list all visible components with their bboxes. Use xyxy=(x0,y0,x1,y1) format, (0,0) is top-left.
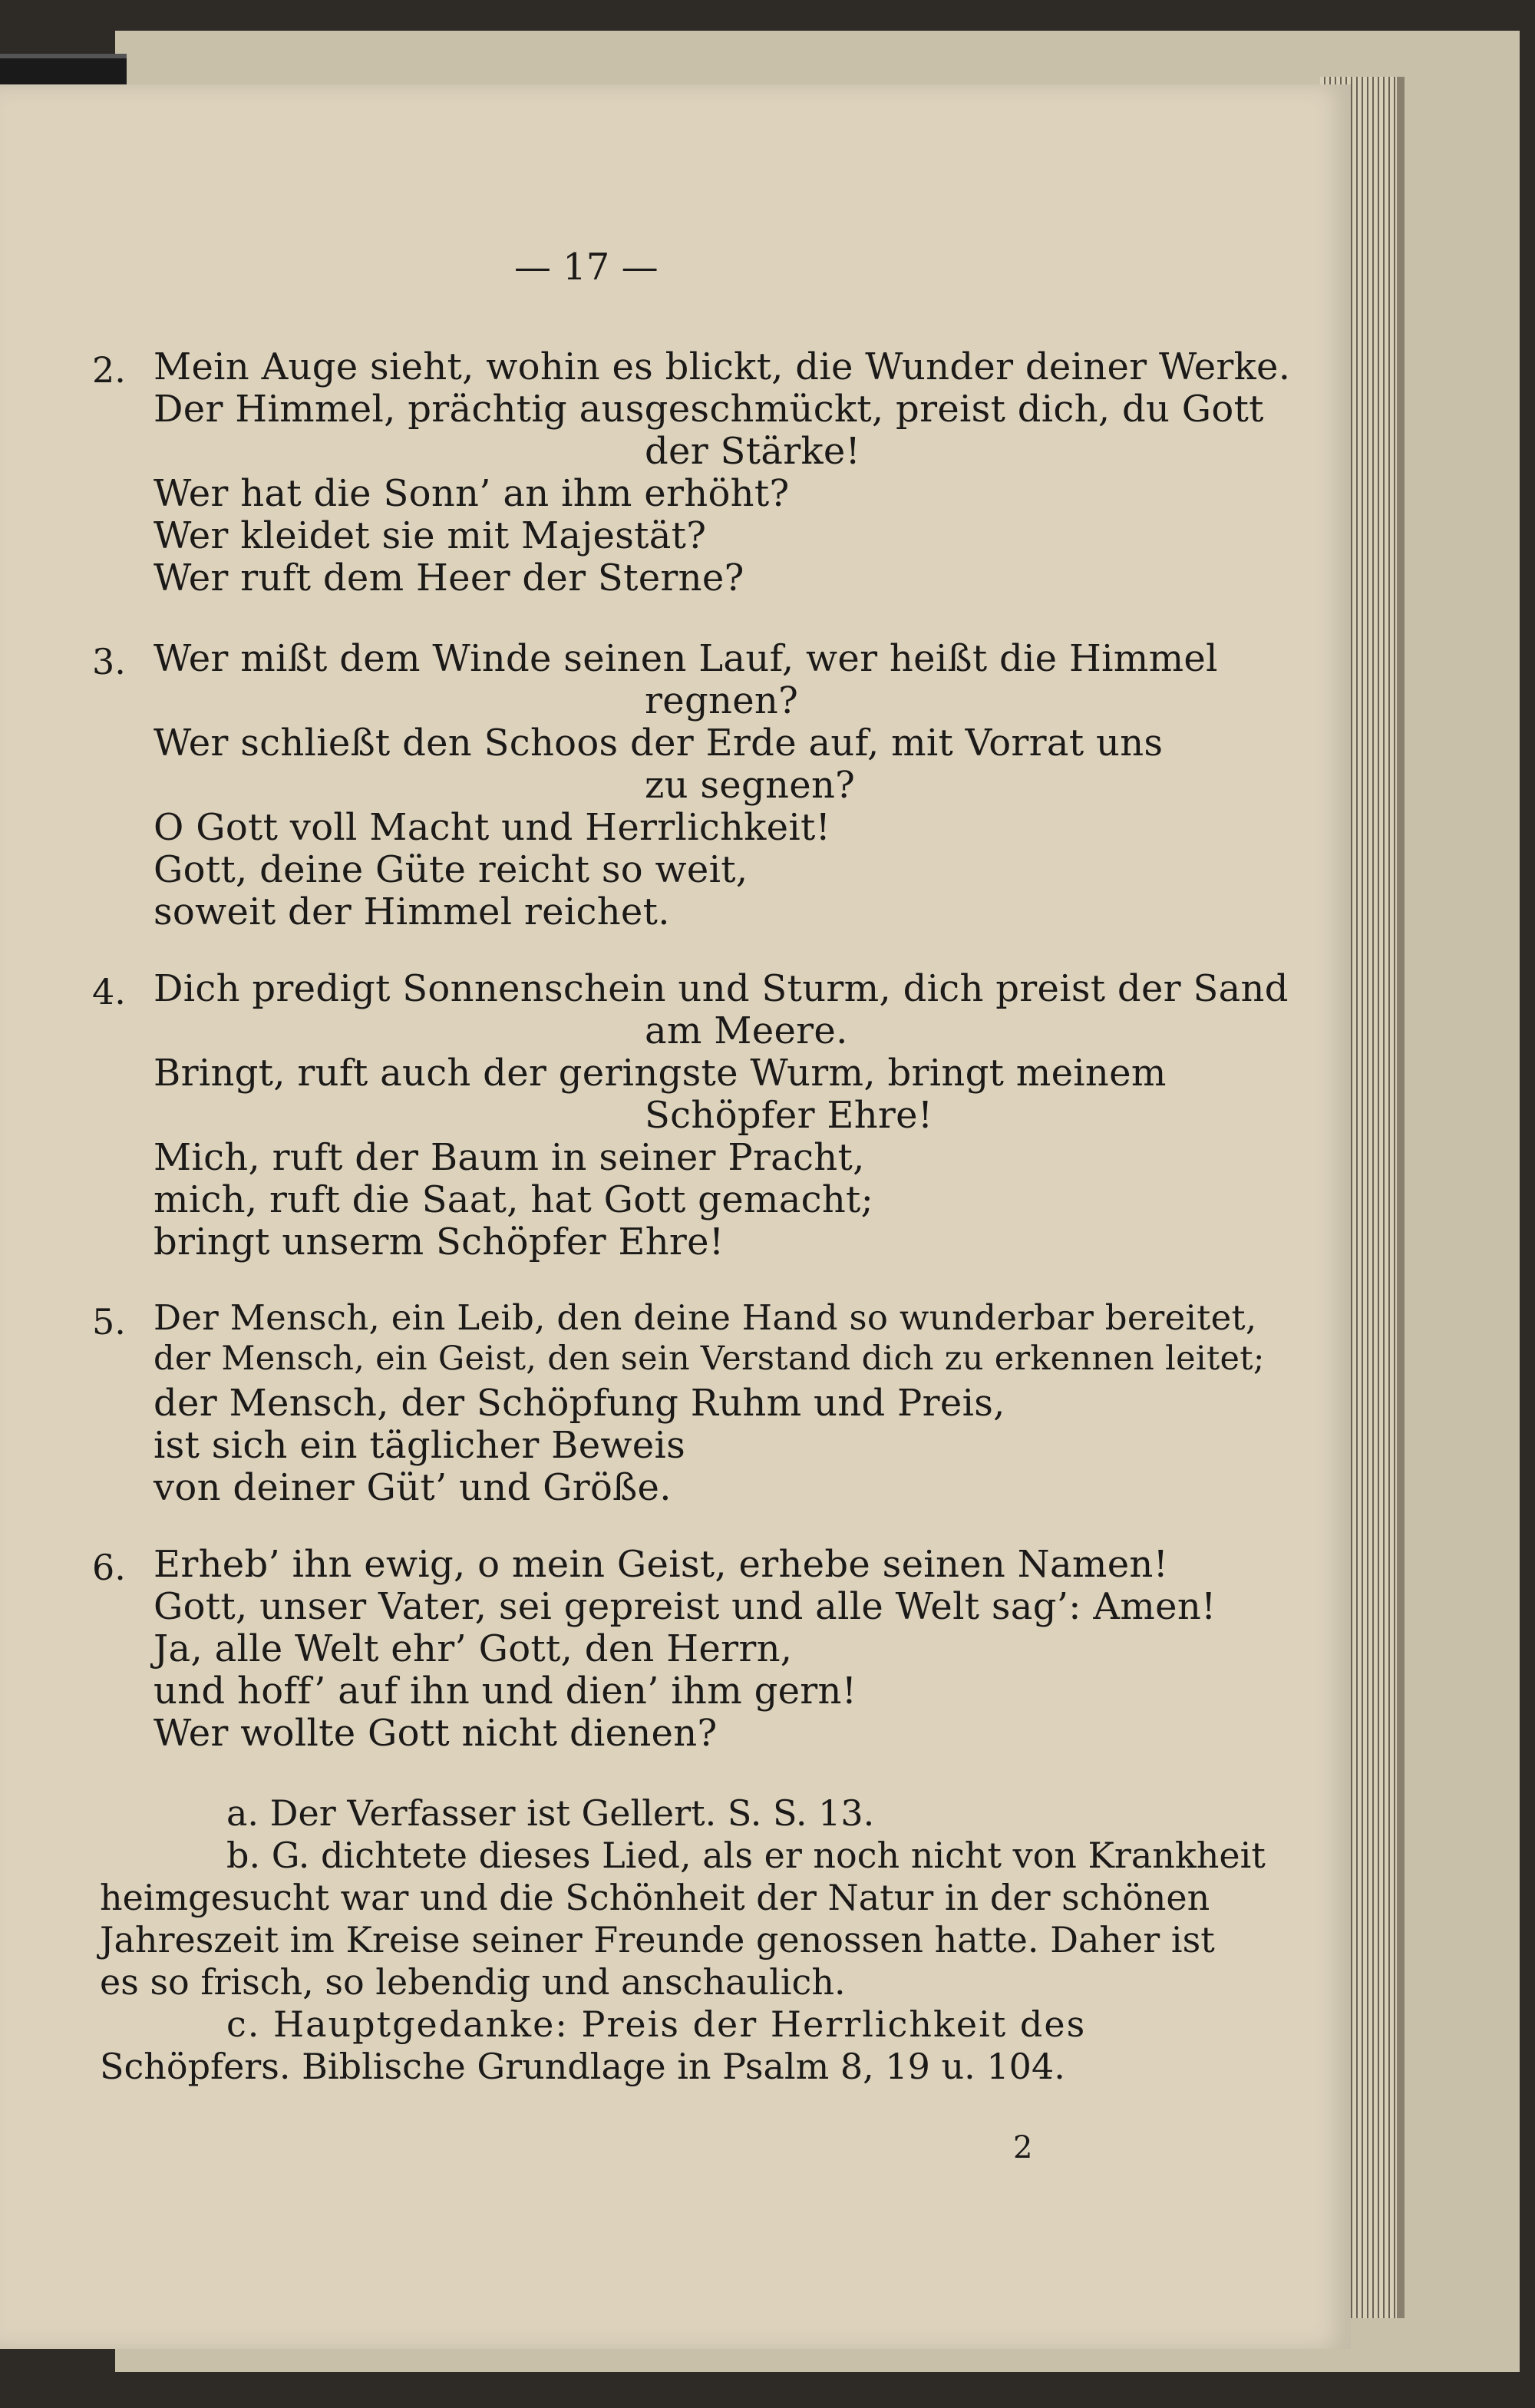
verse-line: Mich, ruft der Baum in seiner Pracht, xyxy=(154,1136,865,1179)
verse-line: O Gott voll Macht und Herrlichkeit! xyxy=(154,806,831,849)
verse-line: regnen? xyxy=(645,679,799,722)
verse-line: Wer ruft dem Heer der Sterne? xyxy=(154,557,744,600)
verse-line: Gott, unser Vater, sei gepreist und alle Welt sag’: Amen! xyxy=(154,1585,1216,1628)
verse-line: zu segnen? xyxy=(645,764,856,807)
stanza-number: 3. xyxy=(92,641,126,682)
verse-line: Schöpfer Ehre! xyxy=(645,1094,933,1137)
stanza-number: 4. xyxy=(92,971,126,1012)
verse-line: Ja, alle Welt ehr’ Gott, den Herrn, xyxy=(154,1627,793,1670)
verse-line: Wer schließt den Schoos der Erde auf, mit Vorrat uns xyxy=(154,722,1164,765)
verse-line: Wer mißt dem Winde seinen Lauf, wer heißt die Himmel xyxy=(154,637,1218,680)
verse-line: am Meere. xyxy=(645,1009,848,1052)
stanza-number: 6. xyxy=(92,1547,126,1588)
verse-line: der Mensch, der Schöpfung Ruhm und Preis, xyxy=(154,1382,1005,1425)
printer-signature: 2 xyxy=(1013,2130,1033,2165)
verse-line: Der Himmel, prächtig ausgeschmückt, preist dich, du Gott xyxy=(154,388,1264,431)
verse-line: ist sich ein täglicher Beweis xyxy=(154,1424,686,1467)
verse-line: bringt unserm Schöpfer Ehre! xyxy=(154,1221,725,1263)
stanza-number: 2. xyxy=(92,349,126,391)
verse-line: und hoff’ auf ihn und dien’ ihm gern! xyxy=(154,1670,857,1713)
note-line: b. G. dichtete dieses Lied, als er noch nicht von Krankheit xyxy=(226,1835,1266,1876)
note-line: a. Der Verfasser ist Gellert. S. S. 13. xyxy=(226,1792,875,1834)
verse-line: der Mensch, ein Geist, den sein Verstand dich zu erkennen leitet; xyxy=(154,1339,1265,1378)
note-line: c. Hauptgedanke: Preis der Herrlichkeit des xyxy=(226,2003,1087,2045)
note-line: heimgesucht war und die Schönheit der Natur in der schönen xyxy=(100,1877,1210,1918)
verse-line: von deiner Güt’ und Größe. xyxy=(154,1466,672,1509)
note-line: es so frisch, so lebendig und anschaulich. xyxy=(100,1961,846,2003)
page-number: — 17 — xyxy=(514,246,659,289)
verse-line: Dich predigt Sonnenschein und Sturm, dich preist der Sand xyxy=(154,967,1289,1010)
verse-line: Erheb’ ihn ewig, o mein Geist, erhebe seinen Namen! xyxy=(154,1543,1169,1586)
verse-line: Mein Auge sieht, wohin es blickt, die Wunder deiner Werke. xyxy=(154,345,1291,388)
verse-line: Wer wollte Gott nicht dienen? xyxy=(154,1712,718,1755)
verse-line: Wer kleidet sie mit Majestät? xyxy=(154,514,707,557)
verse-line: soweit der Himmel reichet. xyxy=(154,890,670,933)
verse-line: der Stärke! xyxy=(645,430,861,473)
verse-line: Bringt, ruft auch der geringste Wurm, bringt meinem xyxy=(154,1052,1167,1095)
verse-line: Der Mensch, ein Leib, den deine Hand so wunderbar bereitet, xyxy=(154,1297,1257,1338)
verse-line: Wer hat die Sonn’ an ihm erhöht? xyxy=(154,472,790,515)
note-line: Jahreszeit im Kreise seiner Freunde genossen hatte. Daher ist xyxy=(100,1919,1215,1960)
note-line: Schöpfers. Biblische Grundlage in Psalm 8, 19 u. 104. xyxy=(100,2046,1065,2087)
verse-line: Gott, deine Güte reicht so weit, xyxy=(154,848,748,891)
book-page xyxy=(0,84,1351,2349)
stanza-number: 5. xyxy=(92,1301,126,1343)
verse-line: mich, ruft die Saat, hat Gott gemacht; xyxy=(154,1178,874,1221)
